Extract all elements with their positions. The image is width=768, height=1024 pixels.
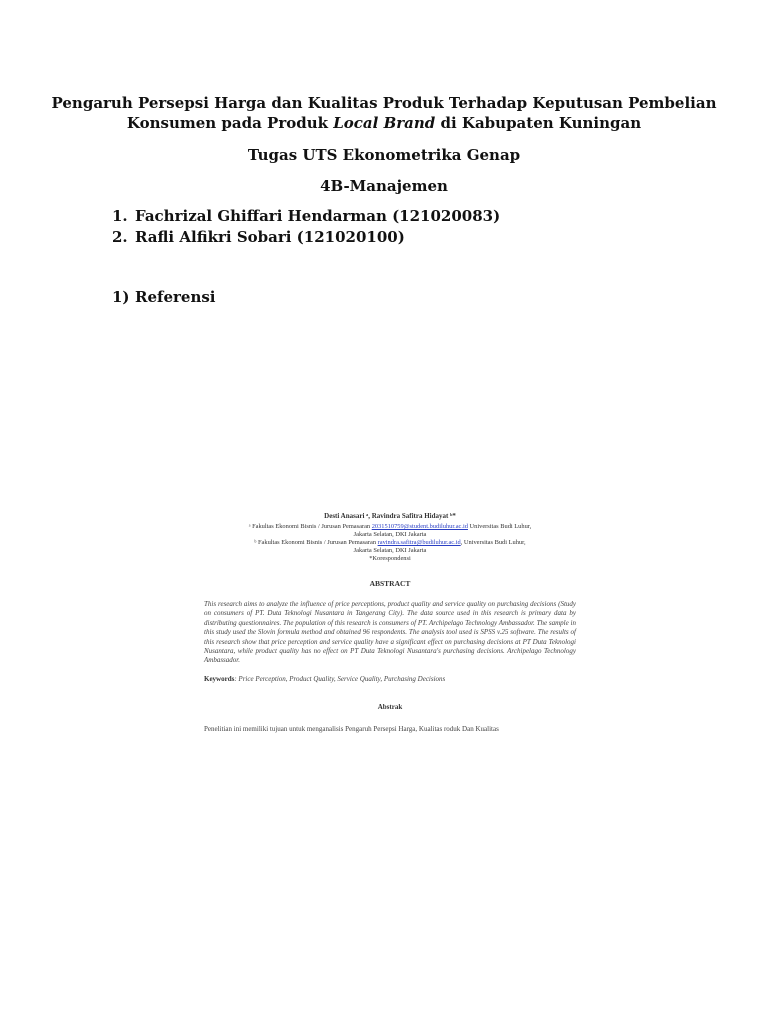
affiliation-b-text: ᵇ Fakultas Ekonomi Bisnis / Jurusan Pemasaran <box>254 539 378 546</box>
section-title: Referensi <box>135 288 216 306</box>
section-number: 1) <box>112 288 130 306</box>
abstract-text: This research aims to analyze the influence of price perceptions, product quality and service quality on purchasing decisions (Study on consumers of PT. Duta Teknologi Nusantara in Tangerang City). The data source used in this research is primary data by distributing questionnaires. The population of this research is consumers of PT. Archipelago Technology Ambassador. The sample in this study used the Slovin formula method and obtained 96 respondents. The analysis tool used is SPSS v.25 software. The results of this research show that price perception and service quality have a significant effect on purchasing decisions at PT Duta Teknologi Nusantara, while product quality has no effect on PT Duta Teknologi Nusantara's purchasing decisions. Archipelago Technology Ambassador. <box>204 600 576 665</box>
document-title <box>0 93 768 133</box>
list-number: 2. <box>112 228 128 246</box>
abstrak-heading: Abstrak <box>377 702 403 711</box>
title-line-2-italic: Local Brand <box>333 114 436 132</box>
affiliation-b <box>200 539 580 547</box>
course-name: Tugas UTS Ekonometrika Genap <box>247 146 521 164</box>
class-name: 4B-Manajemen <box>320 177 448 195</box>
list-item <box>112 206 500 227</box>
affiliation-a <box>200 523 580 531</box>
affiliation-b-university: , Universitas Budi Luhur, <box>460 539 526 546</box>
email-link-a[interactable]: 2031510759@student.budiluhur.ac.id <box>371 523 468 530</box>
member-name: Rafli Alfikri Sobari (121020100) <box>135 228 405 246</box>
keywords <box>204 675 576 683</box>
email-link-b[interactable]: ravindra.safitra@budiluhur.ac.id <box>377 539 461 546</box>
list-number: 1. <box>112 207 128 225</box>
title-line-2-end: di Kabupaten Kuningan <box>435 114 642 132</box>
abstrak-text: Penelitian ini memiliki tujuan untuk menganalisis Pengaruh Persepsi Harga, Kualitas roduk Dan Kualitas <box>204 724 499 733</box>
member-list <box>112 206 500 248</box>
title-line-2 <box>0 113 768 133</box>
abstract-heading: ABSTRACT <box>369 579 411 588</box>
affiliation-a-city: Jakarta Selatan, DKI Jakarta <box>353 531 427 538</box>
affiliation-b-city: Jakarta Selatan, DKI Jakarta <box>353 547 427 554</box>
paper-authors: Desti Anasari ᵃ, Ravindra Safitra Hidayat ᵇ* <box>324 512 456 520</box>
affiliation-a-text: ᵃ Fakultas Ekonomi Bisnis / Jurusan Pemasaran <box>248 523 372 530</box>
keywords-label: Keywords <box>204 674 235 683</box>
affiliation-a-university: Universitas Budi Luhur, <box>467 523 532 530</box>
list-item <box>112 227 500 248</box>
section-heading <box>112 288 216 306</box>
title-line-2-start: Konsumen pada Produk <box>126 114 334 132</box>
keywords-text: : Price Perception, Product Quality, Service Quality, Purchasing Decisions <box>234 674 446 683</box>
embedded-paper-image <box>200 512 580 772</box>
member-name: Fachrizal Ghiffari Hendarman (121020083) <box>135 207 501 225</box>
correspondence-note: *Korespondensi <box>369 555 411 562</box>
title-line-1: Pengaruh Persepsi Harga dan Kualitas Produk Terhadap Keputusan Pembelian <box>51 94 717 112</box>
